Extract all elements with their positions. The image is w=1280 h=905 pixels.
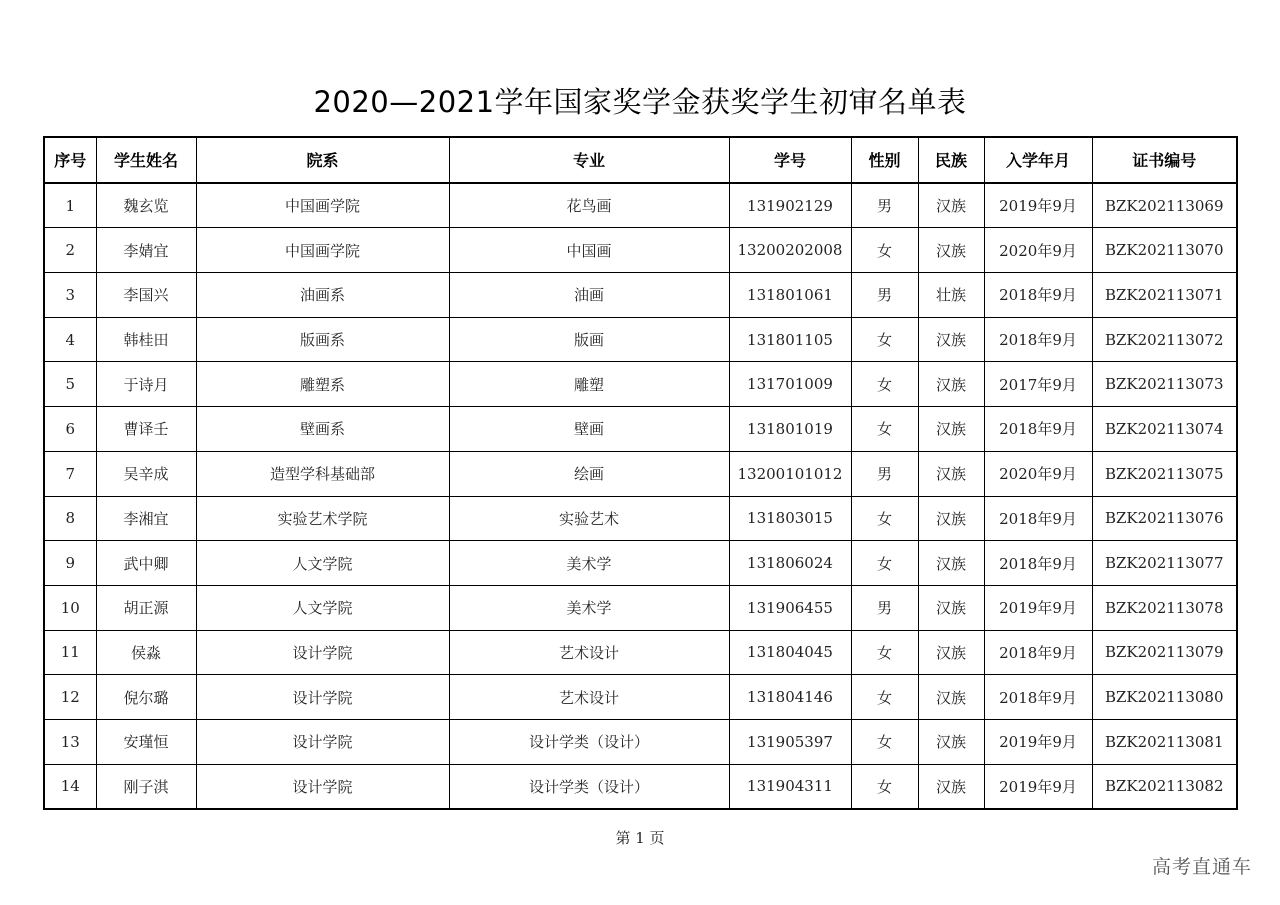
scholarship-roster-table	[43, 136, 1238, 810]
cell-enrollment-date: 2020年9月	[984, 228, 1092, 273]
header-index: 序号	[44, 137, 96, 183]
cell-gender: 男	[851, 451, 918, 496]
cell-index: 3	[44, 273, 96, 318]
table-row	[44, 630, 1237, 675]
table-row	[44, 228, 1237, 273]
table-row	[44, 273, 1237, 318]
cell-student-id: 131906455	[729, 585, 851, 630]
cell-department: 版画系	[196, 317, 449, 362]
header-gender: 性别	[851, 137, 918, 183]
cell-student-id: 131701009	[729, 362, 851, 407]
cell-gender: 男	[851, 273, 918, 318]
cell-enrollment-date: 2019年9月	[984, 719, 1092, 764]
cell-department: 中国画学院	[196, 228, 449, 273]
cell-index: 2	[44, 228, 96, 273]
cell-student-name: 韩桂田	[96, 317, 196, 362]
cell-enrollment-date: 2019年9月	[984, 585, 1092, 630]
cell-index: 8	[44, 496, 96, 541]
cell-department: 造型学科基础部	[196, 451, 449, 496]
cell-student-id: 131904311	[729, 764, 851, 809]
cell-student-name: 刚子淇	[96, 764, 196, 809]
cell-department: 中国画学院	[196, 183, 449, 228]
table-row	[44, 183, 1237, 228]
table-row	[44, 719, 1237, 764]
cell-student-id: 131801105	[729, 317, 851, 362]
cell-ethnicity: 汉族	[918, 496, 984, 541]
header-ethnicity: 民族	[918, 137, 984, 183]
cell-student-id: 131801019	[729, 407, 851, 452]
cell-gender: 女	[851, 675, 918, 720]
header-enrollment-date: 入学年月	[984, 137, 1092, 183]
table-body	[44, 183, 1237, 810]
cell-student-id: 131902129	[729, 183, 851, 228]
cell-department: 设计学院	[196, 764, 449, 809]
cell-gender: 女	[851, 496, 918, 541]
cell-major: 壁画	[449, 407, 729, 452]
cell-enrollment-date: 2019年9月	[984, 764, 1092, 809]
cell-major: 油画	[449, 273, 729, 318]
cell-ethnicity: 汉族	[918, 630, 984, 675]
cell-gender: 男	[851, 183, 918, 228]
cell-certificate-number: BZK202113070	[1092, 228, 1237, 273]
cell-major: 美术学	[449, 541, 729, 586]
cell-gender: 女	[851, 362, 918, 407]
cell-gender: 女	[851, 764, 918, 809]
cell-student-name: 倪尔璐	[96, 675, 196, 720]
cell-certificate-number: BZK202113081	[1092, 719, 1237, 764]
cell-enrollment-date: 2020年9月	[984, 451, 1092, 496]
cell-index: 13	[44, 719, 96, 764]
cell-student-id: 131804045	[729, 630, 851, 675]
cell-enrollment-date: 2018年9月	[984, 630, 1092, 675]
cell-ethnicity: 汉族	[918, 541, 984, 586]
page-number: 第 1 页	[615, 829, 665, 847]
cell-gender: 女	[851, 228, 918, 273]
cell-certificate-number: BZK202113082	[1092, 764, 1237, 809]
table-header-row	[44, 137, 1237, 183]
cell-ethnicity: 汉族	[918, 183, 984, 228]
cell-index: 1	[44, 183, 96, 228]
cell-gender: 女	[851, 541, 918, 586]
cell-certificate-number: BZK202113073	[1092, 362, 1237, 407]
cell-student-name: 魏玄览	[96, 183, 196, 228]
cell-department: 人文学院	[196, 585, 449, 630]
cell-index: 7	[44, 451, 96, 496]
watermark-text: 高考直通车	[1151, 856, 1252, 878]
cell-student-name: 李国兴	[96, 273, 196, 318]
cell-gender: 男	[851, 585, 918, 630]
cell-major: 花鸟画	[449, 183, 729, 228]
cell-student-id: 131801061	[729, 273, 851, 318]
cell-gender: 女	[851, 407, 918, 452]
table-row	[44, 541, 1237, 586]
cell-major: 艺术设计	[449, 630, 729, 675]
cell-enrollment-date: 2018年9月	[984, 675, 1092, 720]
cell-certificate-number: BZK202113069	[1092, 183, 1237, 228]
cell-ethnicity: 汉族	[918, 407, 984, 452]
cell-student-id: 131803015	[729, 496, 851, 541]
cell-student-name: 于诗月	[96, 362, 196, 407]
document-title: 2020—2021学年国家奖学金获奖学生初审名单表	[313, 85, 967, 119]
cell-enrollment-date: 2018年9月	[984, 317, 1092, 362]
cell-student-name: 吴辛成	[96, 451, 196, 496]
cell-enrollment-date: 2018年9月	[984, 541, 1092, 586]
cell-index: 6	[44, 407, 96, 452]
cell-enrollment-date: 2018年9月	[984, 496, 1092, 541]
cell-ethnicity: 壮族	[918, 273, 984, 318]
cell-student-id: 131806024	[729, 541, 851, 586]
cell-department: 人文学院	[196, 541, 449, 586]
cell-student-name: 曹译壬	[96, 407, 196, 452]
header-certificate-number: 证书编号	[1092, 137, 1237, 183]
cell-certificate-number: BZK202113077	[1092, 541, 1237, 586]
cell-department: 设计学院	[196, 719, 449, 764]
cell-index: 4	[44, 317, 96, 362]
cell-student-name: 李婧宜	[96, 228, 196, 273]
table-row	[44, 764, 1237, 809]
header-student-id: 学号	[729, 137, 851, 183]
cell-index: 5	[44, 362, 96, 407]
cell-major: 实验艺术	[449, 496, 729, 541]
cell-enrollment-date: 2017年9月	[984, 362, 1092, 407]
table-row	[44, 362, 1237, 407]
cell-department: 设计学院	[196, 630, 449, 675]
cell-major: 设计学类（设计）	[449, 764, 729, 809]
cell-enrollment-date: 2018年9月	[984, 407, 1092, 452]
cell-department: 设计学院	[196, 675, 449, 720]
cell-student-name: 李湘宜	[96, 496, 196, 541]
table-row	[44, 675, 1237, 720]
cell-student-name: 安瑾恒	[96, 719, 196, 764]
table-row	[44, 317, 1237, 362]
cell-certificate-number: BZK202113074	[1092, 407, 1237, 452]
cell-certificate-number: BZK202113072	[1092, 317, 1237, 362]
cell-student-name: 胡正源	[96, 585, 196, 630]
cell-ethnicity: 汉族	[918, 362, 984, 407]
cell-student-name: 武中卿	[96, 541, 196, 586]
cell-index: 9	[44, 541, 96, 586]
cell-department: 实验艺术学院	[196, 496, 449, 541]
cell-certificate-number: BZK202113079	[1092, 630, 1237, 675]
cell-major: 绘画	[449, 451, 729, 496]
cell-major: 版画	[449, 317, 729, 362]
cell-department: 壁画系	[196, 407, 449, 452]
cell-student-id: 13200101012	[729, 451, 851, 496]
cell-index: 11	[44, 630, 96, 675]
cell-student-id: 131905397	[729, 719, 851, 764]
cell-ethnicity: 汉族	[918, 764, 984, 809]
cell-certificate-number: BZK202113076	[1092, 496, 1237, 541]
cell-gender: 女	[851, 630, 918, 675]
cell-certificate-number: BZK202113071	[1092, 273, 1237, 318]
cell-ethnicity: 汉族	[918, 451, 984, 496]
header-major: 专业	[449, 137, 729, 183]
header-department: 院系	[196, 137, 449, 183]
table-row	[44, 585, 1237, 630]
cell-index: 10	[44, 585, 96, 630]
cell-major: 设计学类（设计）	[449, 719, 729, 764]
cell-gender: 女	[851, 719, 918, 764]
cell-ethnicity: 汉族	[918, 585, 984, 630]
cell-certificate-number: BZK202113080	[1092, 675, 1237, 720]
cell-ethnicity: 汉族	[918, 719, 984, 764]
cell-student-id: 131804146	[729, 675, 851, 720]
table-row	[44, 496, 1237, 541]
cell-major: 艺术设计	[449, 675, 729, 720]
header-student-name: 学生姓名	[96, 137, 196, 183]
cell-ethnicity: 汉族	[918, 675, 984, 720]
cell-major: 雕塑	[449, 362, 729, 407]
cell-major: 美术学	[449, 585, 729, 630]
cell-enrollment-date: 2018年9月	[984, 273, 1092, 318]
table-row	[44, 451, 1237, 496]
cell-department: 油画系	[196, 273, 449, 318]
cell-index: 14	[44, 764, 96, 809]
cell-student-id: 13200202008	[729, 228, 851, 273]
cell-student-name: 侯淼	[96, 630, 196, 675]
cell-department: 雕塑系	[196, 362, 449, 407]
cell-certificate-number: BZK202113075	[1092, 451, 1237, 496]
cell-ethnicity: 汉族	[918, 228, 984, 273]
cell-gender: 女	[851, 317, 918, 362]
cell-enrollment-date: 2019年9月	[984, 183, 1092, 228]
cell-index: 12	[44, 675, 96, 720]
cell-certificate-number: BZK202113078	[1092, 585, 1237, 630]
cell-major: 中国画	[449, 228, 729, 273]
table-row	[44, 407, 1237, 452]
cell-ethnicity: 汉族	[918, 317, 984, 362]
